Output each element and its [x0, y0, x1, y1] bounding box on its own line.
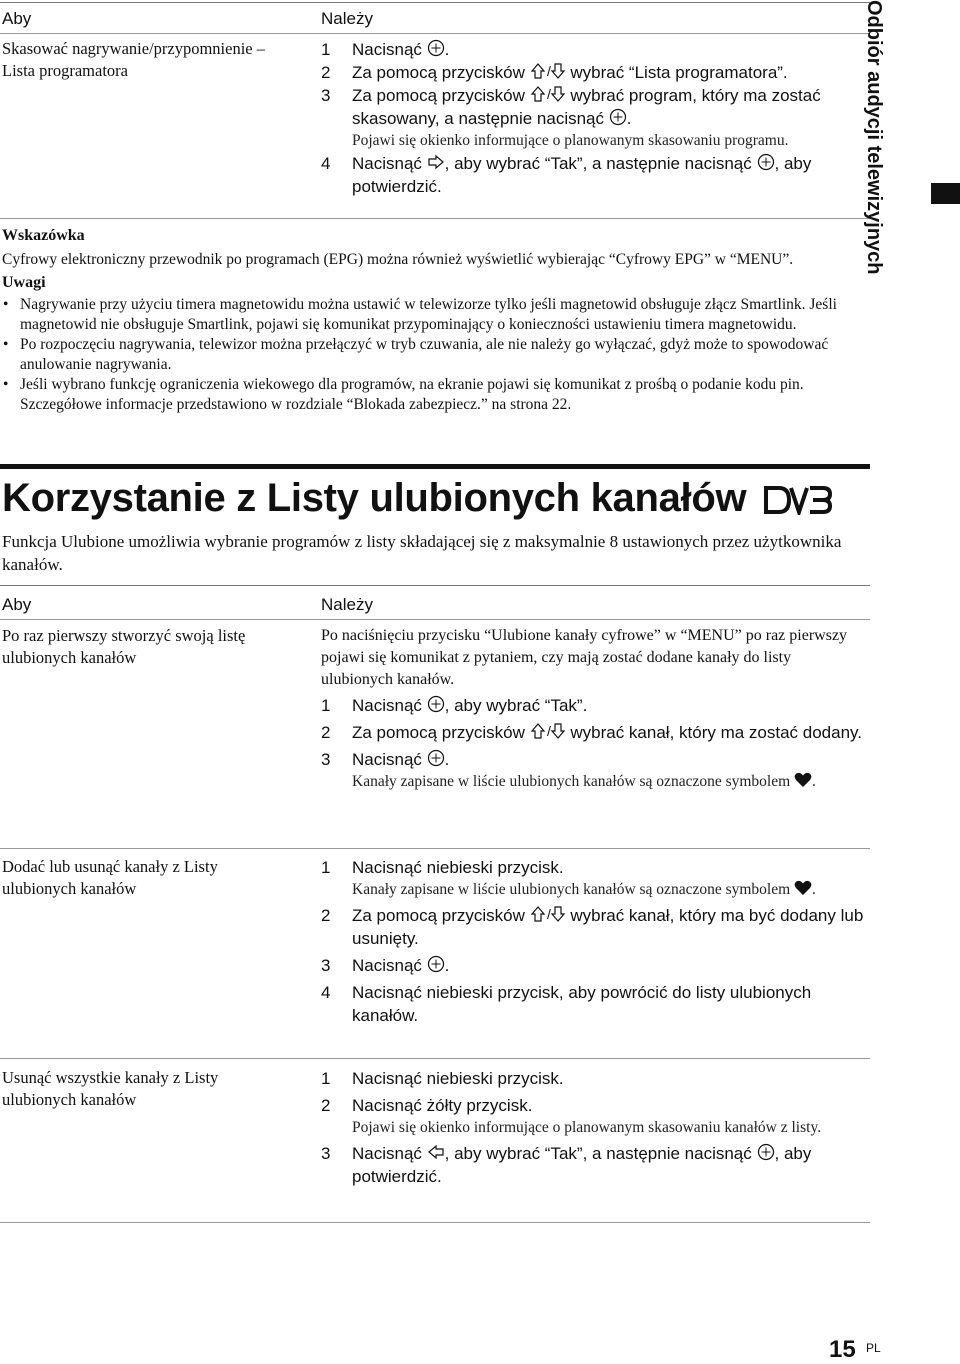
table2-row1-step3: 3 Nacisnąć . [321, 750, 450, 769]
table2-row2-steps [321, 856, 871, 1027]
table2-row3-steps [321, 1067, 871, 1188]
table2-row2-step1: 1 Nacisnąć niebieski przycisk. [321, 858, 564, 877]
enter-icon [609, 109, 627, 128]
table2-row1-note: Kanały zapisane w liście ulubionych kanałów są oznaczone symbolem . [352, 773, 816, 790]
enter-icon [427, 956, 445, 975]
table2-row3-task: Usunąć wszystkie kanały z Listy ulubionych kanałów [2, 1068, 219, 1109]
table2-row3-step2: 2 Nacisnąć żółty przycisk. [321, 1096, 533, 1115]
table2-row1-step2: 2 Za pomocą przycisków / wybrać kanał, który ma zostać dodany. [321, 723, 863, 742]
table1-header-nalezy: Należy [321, 9, 373, 28]
heart-icon [794, 773, 812, 790]
table2-row2-task: Dodać lub usunąć kanały z Listy ulubionych kanałów [2, 857, 218, 898]
table1-bottom-rule [0, 218, 870, 219]
section-thick-rule [0, 464, 870, 469]
up-down-arrow-icon [530, 86, 566, 105]
table1-task: Skasować nagrywanie/przypomnienie – Lista programatora [2, 39, 266, 80]
up-down-arrow-icon [530, 723, 566, 742]
notes-list [0, 295, 872, 415]
section-title: Korzystanie z Listy ulubionych kanałów [2, 474, 833, 526]
table2-top-rule [0, 585, 870, 586]
table1-step-3-note: Pojawi się okienko informujące o planowanym skasowaniu programu. [352, 132, 789, 149]
notes-title: Uwagi [2, 274, 46, 291]
right-arrow-icon [427, 154, 445, 173]
table1-steps [321, 38, 871, 198]
svg-text:/: / [546, 723, 551, 739]
table1-header-aby: Aby [2, 9, 32, 28]
table2-row2-rule [0, 1058, 870, 1059]
svg-text:/: / [546, 63, 551, 79]
chapter-side-label: Odbiór audycji telewizyjnych [863, 0, 885, 275]
up-down-arrow-icon [530, 63, 566, 82]
table2-row2-step4: 4 Nacisnąć niebieski przycisk, aby powrócić do listy ulubionych kanałów. [321, 983, 812, 1025]
table2-row1-step1: 1 Nacisnąć , aby wybrać “Tak”. [321, 696, 588, 715]
table2-row3-step3: 3 Nacisnąć , aby wybrać “Tak”, a następnie nacisnąć , aby potwierdzić. [321, 1144, 812, 1186]
enter-icon [427, 696, 445, 715]
table2-header-aby: Aby [2, 595, 32, 614]
table2-bottom-rule [0, 1222, 870, 1223]
enter-icon [427, 750, 445, 769]
table2-row1-steps [321, 625, 871, 793]
table1-step-4: 4 Nacisnąć , aby wybrać “Tak”, a następnie nacisnąć , aby potwierdzić. [321, 154, 812, 196]
table1-top-rule [0, 2, 870, 3]
chapter-tab-marker [931, 183, 960, 204]
table1-step-2: 2 Za pomocą przycisków / wybrać “Lista programatora”. [321, 63, 788, 82]
page-number: 15 [829, 1336, 856, 1363]
table2-row2-note: Kanały zapisane w liście ulubionych kanałów są oznaczone symbolem . [352, 881, 816, 898]
table2-row3-note: Pojawi się okienko informujące o planowanym skasowaniu kanałów z listy. [352, 1119, 822, 1136]
hint-title: Wskazówka [2, 227, 85, 244]
enter-icon [757, 1144, 775, 1163]
enter-icon [427, 40, 445, 59]
table2-row1-intro: Po naciśnięciu przycisku “Ulubione kanały cyfrowe” w “MENU” po raz pierwszy pojawi się komunikat z pytaniem, czy mają zostać dodane kanały do listy ulubionych kanałów. [321, 627, 848, 688]
page-lang: PL [866, 1341, 881, 1355]
enter-icon [757, 154, 775, 173]
table2-row1-rule [0, 848, 870, 849]
table2-header-rule [0, 619, 870, 620]
up-down-arrow-icon [530, 906, 566, 925]
table1-step-3: 3 Za pomocą przycisków / wybrać program, który ma zostać skasowany, a następnie nacisnąć . [321, 86, 821, 128]
section-intro: Funkcja Ulubione umożliwia wybranie programów z listy składającej się z maksymalnie 8 ustawionych przez użytkownika kanałów. [2, 532, 842, 574]
dvb-logo [763, 478, 833, 526]
notes-item: • Nagrywanie przy użyciu timera magnetowidu można ustawić w telewizorze tylko jeśli magnetowid obsługuje złącz Smartlink. Jeśli magnetowid nie obsługuje Smartlink, pojawi się komunikat przypominający o konieczności ustawieniu timera magnetowidu. [0, 295, 872, 335]
table2-row3-step1: 1 Nacisnąć niebieski przycisk. [321, 1069, 564, 1088]
svg-text:/: / [546, 86, 551, 102]
table2-row2-step3: 3 Nacisnąć . [321, 956, 450, 975]
table2-row2-step2: 2 Za pomocą przycisków / wybrać kanał, który ma być dodany lub usunięty. [321, 906, 864, 948]
table1-step-1: 1 Nacisnąć . [321, 40, 450, 59]
hint-text: Cyfrowy elektroniczny przewodnik po programach (EPG) można również wyświetlić wybierając “Cyfrowy EPG” w “MENU”. [2, 251, 794, 268]
notes-item: • Jeśli wybrano funkcję ograniczenia wiekowego dla programów, na ekranie pojawi się komunikat z prośbą o podanie kodu pin. Szczegółowe informacje przedstawiono w rozdziale “Blokada zabezpiecz.” na strona 22. [0, 375, 872, 415]
svg-text:/: / [546, 906, 551, 922]
table1-header-rule [0, 33, 870, 34]
heart-icon [794, 881, 812, 898]
table2-row1-task: Po raz pierwszy stworzyć swoją listę ulubionych kanałów [2, 626, 246, 667]
notes-item: • Po rozpoczęciu nagrywania, telewizor można przełączyć w tryb czuwania, ale nie należy go wyłączać, gdyż może to spowodować anulowanie nagrywania. [0, 335, 872, 375]
table2-header-nalezy: Należy [321, 595, 373, 614]
left-arrow-icon [427, 1144, 445, 1163]
